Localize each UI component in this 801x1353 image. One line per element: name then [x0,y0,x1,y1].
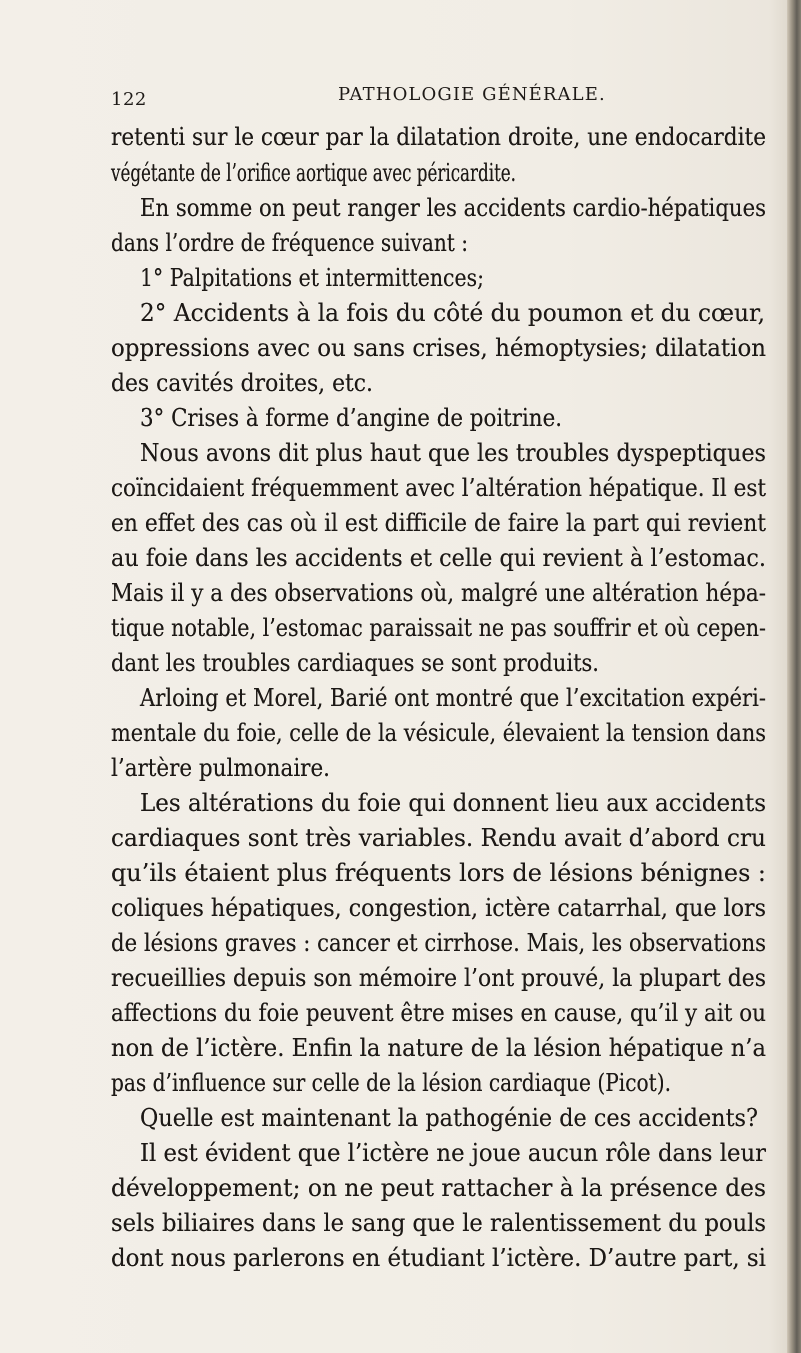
text-line: Il est évident que l’ictère ne joue aucun rôle dans leur [140,1138,766,1167]
text-line: de lésions graves : cancer et cirrhose. Mais, les observations [111,928,766,957]
text-line: En somme on peut ranger les accidents cardio-hépatiques [140,193,766,222]
text-line: des cavités droites, etc. [111,368,373,397]
page-header [111,84,631,114]
running-title: PATHOLOGIE GÉNÉRALE. [338,84,606,105]
text-line: 1° Palpitations et intermittences; [140,263,484,292]
text-line: dant les troubles cardiaques se sont produits. [111,648,599,677]
text-line: Les altérations du foie qui donnent lieu aux accidents [140,788,766,817]
text-line: coliques hépatiques, congestion, ictère catarrhal, que lors [111,893,766,922]
text-line: développement; on ne peut rattacher à la présence des [111,1173,766,1202]
text-line: dans l’ordre de fréquence suivant : [111,228,468,257]
text-line: végétante de l’orifice aortique avec péricardite. [111,158,516,187]
text-line: Arloing et Morel, Barié ont montré que l’excitation expéri- [140,683,766,712]
text-line: 2° Accidents à la fois du côté du poumon et du cœur, [140,298,765,327]
text-line: non de l’ictère. Enfin la nature de la lésion hépatique n’a [111,1033,766,1062]
text-line: recueillies depuis son mémoire l’ont prouvé, la plupart des [111,963,766,992]
text-line: dont nous parlerons en étudiant l’ictère. D’autre part, si [111,1243,766,1272]
text-line: qu’ils étaient plus fréquents lors de lésions bénignes : [111,858,766,887]
text-line: oppressions avec ou sans crises, hémoptysies; dilatation [111,333,766,362]
text-line: en effet des cas où il est difficile de faire la part qui revient [111,508,766,537]
text-line: retenti sur le cœur par la dilatation droite, une endocardite [111,122,766,151]
page-number: 122 [111,89,147,110]
text-line: tique notable, l’estomac paraissait ne pas souffrir et où cepen- [111,613,766,642]
text-line: cardiaques sont très variables. Rendu avait d’abord cru [111,823,766,852]
page-edge-shadow [787,0,801,1353]
text-line: au foie dans les accidents et celle qui revient à l’estomac. [111,543,766,572]
text-line: sels biliaires dans le sang que le ralentissement du pouls [111,1208,766,1237]
text-line: Quelle est maintenant la pathogénie de ces accidents? [140,1103,758,1132]
text-line: coïncidaient fréquemment avec l’altération hépatique. Il est [111,473,766,502]
text-line: mentale du foie, celle de la vésicule, élevaient la tension dans [111,718,766,747]
text-line: Mais il y a des observations où, malgré une altération hépa- [111,578,766,607]
text-line: affections du foie peuvent être mises en cause, qu’il y ait ou [111,998,766,1027]
text-line: Nous avons dit plus haut que les troubles dyspeptiques [140,438,766,467]
text-line: 3° Crises à forme d’angine de poitrine. [140,403,562,432]
text-line: l’artère pulmonaire. [111,753,330,782]
text-line: pas d’influence sur celle de la lésion cardiaque (Picot). [111,1068,671,1097]
